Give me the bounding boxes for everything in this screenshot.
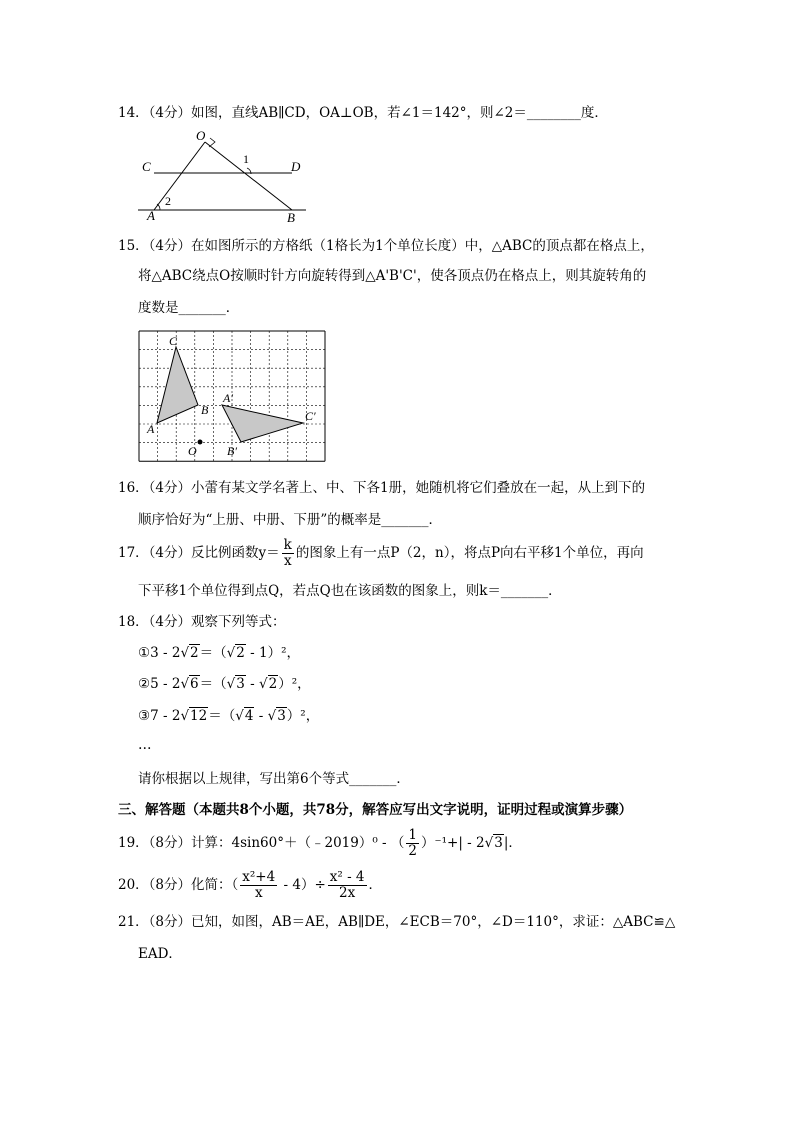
- q18-last-line: 请你根据以上规律，写出第6个等式_______．: [138, 771, 410, 787]
- q15-grid-figure: [137, 329, 327, 463]
- q14-stem: [118, 103, 608, 123]
- q14-tail: 度．: [580, 105, 608, 121]
- q17-fraction: [282, 538, 294, 569]
- q17-line1: [118, 538, 644, 569]
- q16-line2: 顺序恰好为“上册、中册、下册”的概率是_______．: [138, 512, 443, 528]
- q17-frac-num: k: [283, 537, 292, 553]
- q18-eq3-c: -: [254, 708, 268, 724]
- q15-line2: 将△ABC绕点O按顺时针方向旋转得到△A'B'C'，使各顶点仍在格点上，则其旋转角的: [138, 268, 647, 284]
- q14-label-c: C: [142, 159, 151, 174]
- q18-eq2-c: -: [245, 676, 259, 692]
- q20-line: [118, 868, 382, 902]
- q18-eq3-b: ＝（: [208, 708, 236, 724]
- q19-frac-den: 2: [408, 843, 417, 859]
- q19-part3: |．: [503, 835, 522, 851]
- q15-label-b: B: [201, 403, 209, 417]
- q19-root: 3: [494, 835, 503, 851]
- q15-line3: 度数是_______．: [138, 300, 240, 316]
- q18-eq2-a: ②5 - 2: [138, 676, 181, 692]
- q17-part2: 的图象上有一点P（2，n），将点P向右平移1个单位，再向: [295, 545, 644, 561]
- q17-part1: 17．（4分）反比例函数y＝: [118, 545, 280, 561]
- q18-eq2-b: ＝（: [199, 676, 227, 692]
- q18-eq1-root1: 2: [190, 645, 199, 661]
- q20-f1-num: x²+4: [242, 869, 276, 885]
- q20-fraction2: [328, 870, 367, 901]
- q18-eq2-root1: 6: [190, 676, 199, 692]
- q18-eq3: ③7 - 2√12＝（√4 - √3）²，: [138, 708, 320, 724]
- q18-eq1-b: ＝（: [199, 645, 227, 661]
- q15-label-c-prime: C′: [305, 409, 316, 423]
- q18-eq3-root3: 3: [277, 708, 286, 724]
- q19-frac-num: 1: [408, 827, 417, 843]
- q14-blank: ________: [526, 105, 581, 121]
- q21-line1: 21．（8分）已知，如图，AB＝AE，AB∥DE，∠ECB＝70°，∠D＝110°，求证：△ABC≌△: [118, 914, 676, 930]
- q18-dots: …: [138, 737, 152, 753]
- q14-text: 14．（4分）如图，直线AB∥CD，OA⊥OB，若∠1＝142°，则∠2＝: [118, 105, 527, 121]
- q20-fraction1: [240, 870, 277, 901]
- q20-f2-den: 2x: [339, 885, 356, 901]
- q18-eq3-root2: 4: [244, 708, 254, 724]
- q18-eq2-root3: 2: [268, 676, 278, 692]
- q15-line1: 15．（4分）在如图所示的方格纸（1格长为1个单位长度）中，△ABC的顶点都在格点上，: [118, 238, 654, 254]
- q18-eq1-root2: 2: [236, 645, 245, 661]
- q20-part3: ．: [368, 877, 383, 893]
- q21-line2: EAD．: [138, 946, 182, 962]
- q20-f2-num: x² - 4: [329, 869, 365, 885]
- q20-f1-den: x: [254, 885, 263, 901]
- q17-frac-den: x: [283, 553, 292, 569]
- q14-label-b: B: [287, 210, 295, 225]
- q14-label-angle1: 1: [243, 152, 249, 166]
- q18-eq2-root2: 3: [236, 676, 245, 692]
- q20-part1: 20．（8分）化简：（: [118, 877, 239, 893]
- q18-eq1: ①3 - 2√2＝（√2 - 1）²，: [138, 645, 300, 661]
- q18-eq3-a: ③7 - 2: [138, 708, 181, 724]
- q15-label-b-prime: B′: [227, 444, 237, 458]
- q18-eq1-a: ①3 - 2: [138, 645, 181, 661]
- q17-line2: 下平移1个单位得到点Q，若点Q也在该函数的图象上，则k＝_______．: [138, 583, 562, 599]
- q19-part2: ）⁻¹+| - 2: [420, 835, 485, 851]
- section3-heading: 三、解答题（本题共8个小题，共78分，解答应写出文字说明，证明过程或演算步骤）: [118, 802, 633, 818]
- q19-part1: 19．（8分）计算：4sin60°＋（﹣2019）⁰ - （: [118, 835, 405, 851]
- q19-line: 19．（8分）计算：4sin60°＋（﹣2019）⁰ - （ $\frac{1}{2}$ ）⁻¹+| - 2√3|．: [118, 827, 522, 859]
- q18-eq2-d: ）²，: [278, 676, 311, 692]
- q14-label-angle2: 2: [165, 194, 171, 208]
- q15-label-a-prime: A′: [223, 391, 233, 405]
- q14-label-d: D: [291, 159, 301, 174]
- q14-figure: [132, 126, 312, 226]
- q18-eq3-d: ）²，: [286, 708, 320, 724]
- q14-label-o: O: [196, 128, 206, 143]
- q18-eq1-c: - 1）²，: [245, 645, 300, 661]
- q16-line1: 16．（4分）小蕾有某文学名著上、中、下各1册，她随机将它们叠放在一起，从上到下的: [118, 480, 646, 496]
- q15-label-c: C: [169, 334, 178, 348]
- q15-label-o: O: [188, 444, 197, 458]
- q20-part2: - 4）÷: [279, 877, 326, 893]
- q19-fraction: [406, 828, 419, 859]
- q18-eq2: ②5 - 2√6＝（√3 - √2）²，: [138, 676, 311, 692]
- q18-line1: 18．（4分）观察下列等式：: [118, 614, 286, 630]
- q15-label-a: A: [147, 422, 155, 436]
- q18-eq3-root1: 12: [190, 708, 208, 724]
- q14-label-a: A: [147, 208, 155, 223]
